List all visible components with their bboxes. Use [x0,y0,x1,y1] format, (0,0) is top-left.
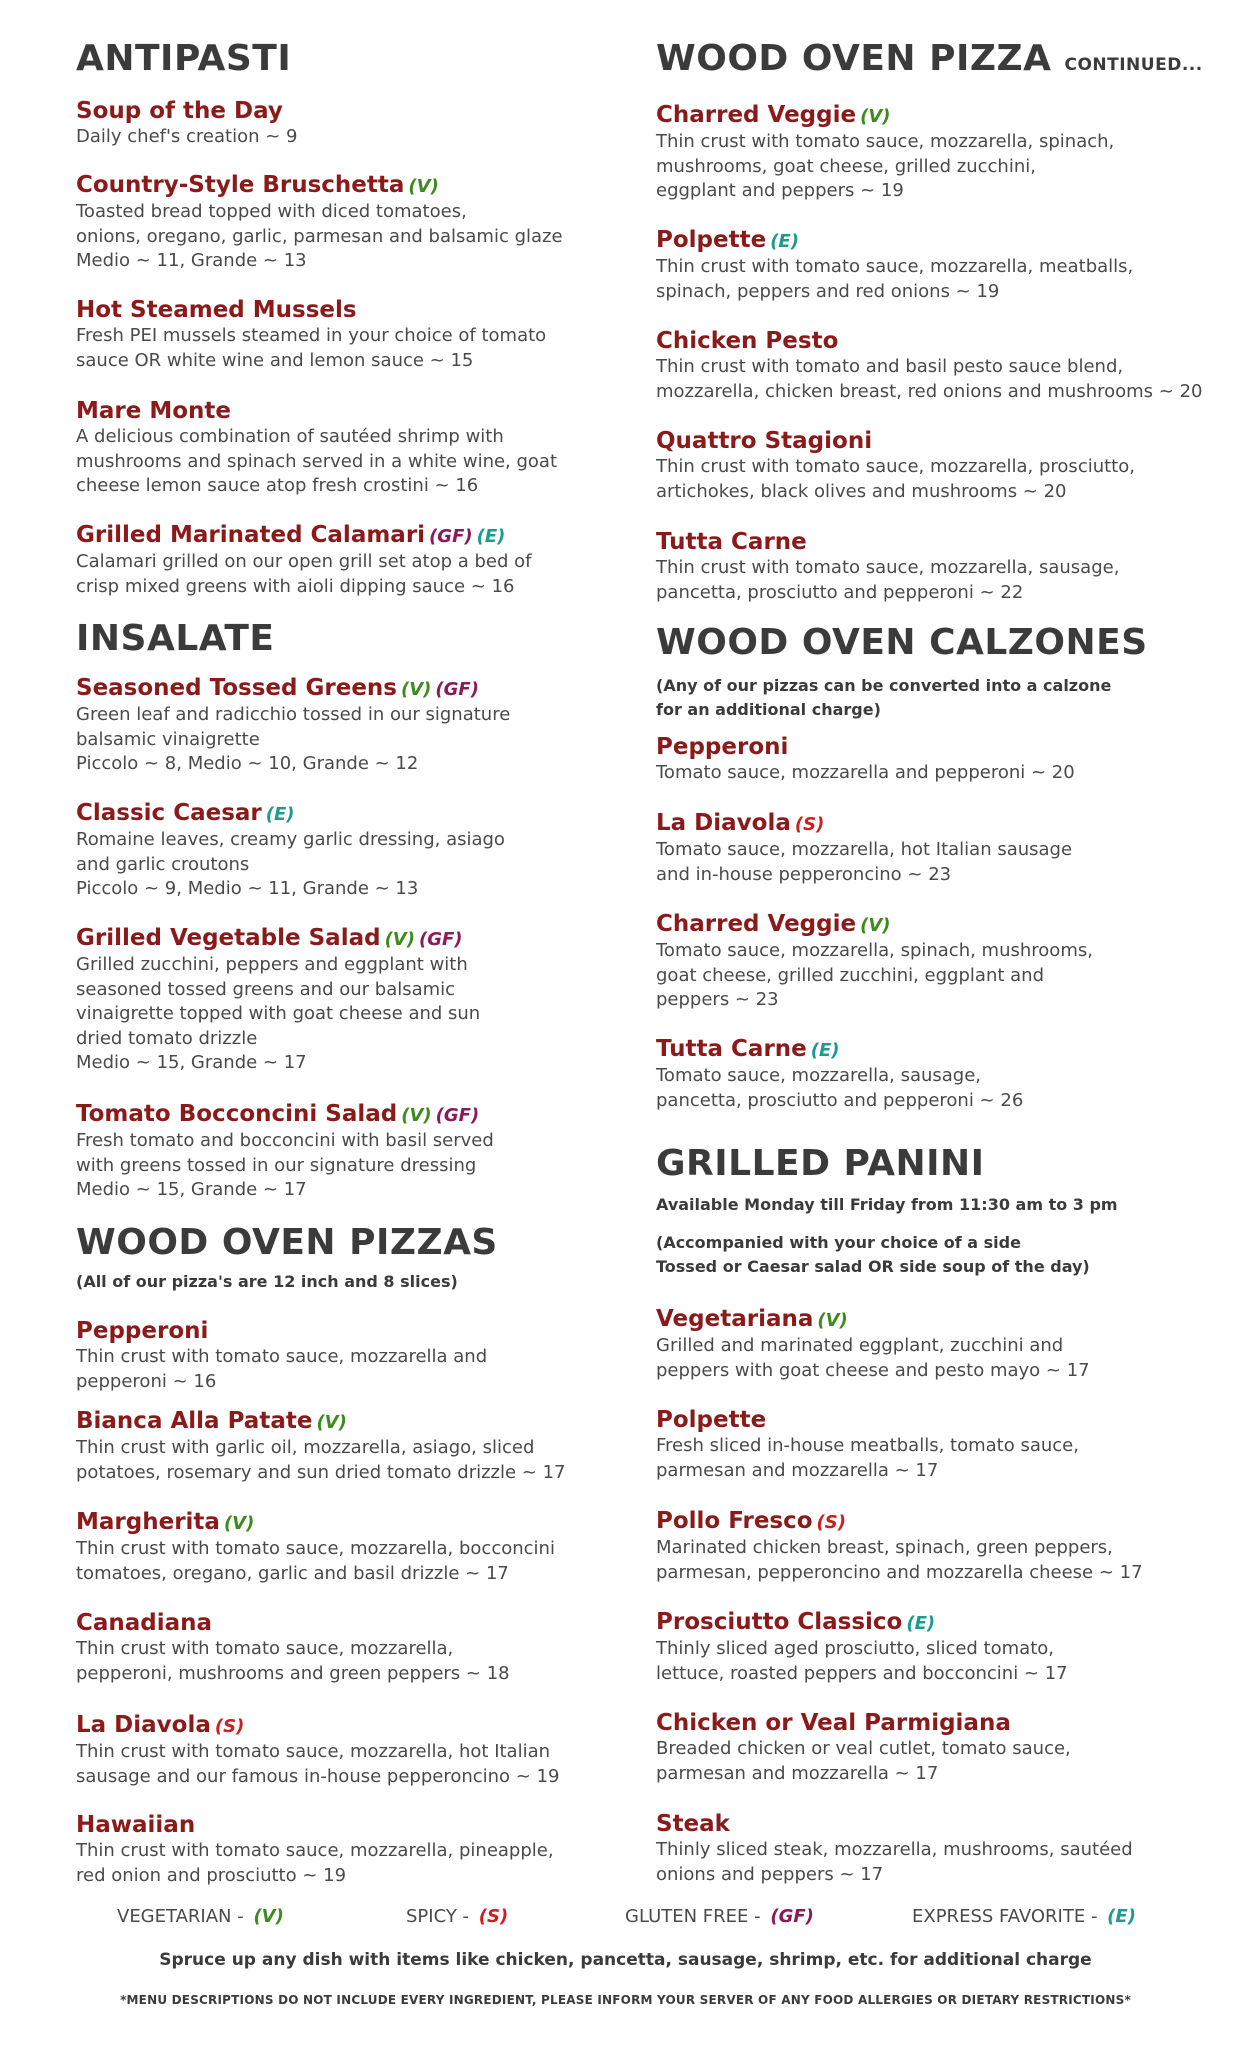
dietary-tag: (E) [770,231,799,252]
menu-item [656,1508,1251,1585]
section-title-pizza-continued [656,38,1203,79]
menu-item-name: Polpette [656,227,767,253]
menu-item [76,98,676,150]
menu-item [76,925,676,1076]
menu-item-name: Tutta Carne [656,529,807,555]
dietary-tag: (E) [810,1040,840,1061]
menu-item-name-row [76,1318,676,1345]
menu-item-name-row [656,227,1251,255]
menu-item-description: Tomato sauce, mozzarella and pepperoni ~ 20 [656,762,1075,783]
dietary-legend [0,1906,1251,1936]
menu-item-description: Grilled and marinated eggplant, zucchini and peppers with goat cheese and pesto mayo ~ 17 [656,1335,1090,1381]
calzones-note: (Any of our pizzas can be converted into a calzone for an additional charge) [656,676,1112,719]
continued-label: CONTINUED... [1064,55,1203,75]
menu-item-name: Country-Style Bruschetta [76,172,405,198]
menu-item-description: Calamari grilled on our open grill set atop a bed of crisp mixed greens with aioli dipping sauce ~ 16 [76,551,532,597]
menu-item-name: Seasoned Tossed Greens [76,675,397,701]
menu-item-name: Pollo Fresco [656,1508,813,1534]
menu-item-name: Charred Veggie [656,102,857,128]
menu-item-name: Steak [656,1811,730,1837]
menu-item [656,227,1251,304]
menu-item-name: Charred Veggie [656,911,857,937]
menu-item [656,328,1251,404]
menu-item-description: Toasted bread topped with diced tomatoes, onions, oregano, garlic, parmesan and balsamic glaze Medio ~ 11, Grande ~ 13 [76,201,563,271]
menu-item-name-row [656,810,1251,838]
menu-item-description: Thin crust with tomato sauce, mozzarella, pineapple, red onion and prosciutto ~ 19 [76,1840,554,1886]
dietary-tag: (GF) [435,1105,480,1126]
menu-item-name-row [656,102,1251,130]
pizza-continued-title-text: WOOD OVEN PIZZA [656,38,1052,79]
menu-item-name: La Diavola [656,810,791,836]
menu-item-description: Tomato sauce, mozzarella, sausage, pancetta, prosciutto and pepperoni ~ 26 [656,1065,1024,1111]
dietary-tag: (V) [860,915,891,936]
menu-item-name: Chicken or Veal Parmigiana [656,1710,1011,1736]
menu-item-name-row [76,522,676,550]
section-title-insalate: INSALATE [76,618,275,659]
menu-item-name-row [76,172,676,200]
menu-item [76,800,676,902]
menu-item-description: Thin crust with tomato sauce, mozzarella, meatballs, spinach, peppers and red onions ~ 19 [656,256,1134,302]
menu-item-description: Thin crust with tomato sauce, mozzarella and pepperoni ~ 16 [76,1346,488,1392]
menu-item-name: La Diavola [76,1712,211,1738]
menu-item [76,1712,676,1789]
menu-item-name-row [656,1407,1251,1434]
menu-item-description: Thin crust with tomato sauce, mozzarella, prosciutto, artichokes, black olives and mushrooms ~ 20 [656,456,1135,502]
legend-label: SPICY - [406,1906,475,1927]
menu-item-name: Margherita [76,1509,220,1535]
menu-item-name-row [76,800,676,828]
menu-item-name-row [76,925,676,953]
menu-item-name-row [656,529,1251,556]
menu-item-name-row [656,1508,1251,1536]
menu-item-name: Pepperoni [656,734,789,760]
menu-item-name: Vegetariana [656,1306,814,1332]
menu-item-description: Thin crust with garlic oil, mozzarella, asiago, sliced potatoes, rosemary and sun dried tomato drizzle ~ 17 [76,1437,566,1483]
menu-item-name-row [76,1812,676,1839]
footer-add-ons: Spruce up any dish with items like chicken, pancetta, sausage, shrimp, etc. for additional charge [159,1950,1092,1970]
menu-item [656,1710,1251,1786]
legend-item-gluten-free [625,1906,814,1927]
dietary-tag: (V) [401,1105,432,1126]
legend-tag: (E) [1107,1906,1136,1927]
dietary-tag: (S) [794,814,825,835]
menu-item-name-row [656,911,1251,939]
menu-item-name-row [656,328,1251,355]
menu-item [76,1318,676,1394]
menu-item-name-row [656,1609,1251,1637]
menu-item [76,1509,676,1586]
panini-note-side: (Accompanied with your choice of a side Tossed or Caesar salad OR side soup of the day) [656,1233,1090,1276]
menu-item [656,911,1251,1013]
legend-tag: (V) [253,1906,284,1927]
dietary-tag: (V) [817,1310,848,1331]
menu-item-name-row [656,428,1251,455]
menu-item [656,1306,1251,1383]
menu-item-name-row [76,398,676,425]
menu-item-name-row [656,1710,1251,1737]
menu-item-name: Quattro Stagioni [656,428,873,454]
section-title-pizzas: WOOD OVEN PIZZAS [76,1222,498,1263]
menu-item-description: Thin crust with tomato sauce, mozzarella, sausage, pancetta, prosciutto and pepperoni ~ 22 [656,557,1120,603]
menu-item-name-row [76,1712,676,1740]
menu-item-description: Fresh PEI mussels steamed in your choice of tomato sauce OR white wine and lemon sauce ~ 15 [76,325,547,371]
menu-item [76,675,676,777]
menu-item-name-row [76,1101,676,1129]
dietary-tag: (V) [408,176,439,197]
menu-item-name-row [76,98,676,125]
footer-allergy-notice: *MENU DESCRIPTIONS DO NOT INCLUDE EVERY INGREDIENT, PLEASE INFORM YOUR SERVER OF ANY FOOD ALLERGIES OR DIETARY RESTRICTIONS* [120,1993,1131,2007]
dietary-tag: (V) [401,679,432,700]
menu-item-name: Prosciutto Classico [656,1609,903,1635]
dietary-tag: (GF) [435,679,479,700]
menu-item-description: Romaine leaves, creamy garlic dressing, asiago and garlic croutons Piccolo ~ 9, Medio ~ 11, Grande ~ 13 [76,829,505,899]
menu-item-description: Breaded chicken or veal cutlet, tomato sauce, parmesan and mozzarella ~ 17 [656,1738,1071,1784]
dietary-tag: (V) [384,929,415,950]
menu-item-name: Grilled Vegetable Salad [76,925,381,951]
dietary-tag: (V) [860,106,891,127]
menu-item-name-row [656,1306,1251,1334]
menu-item-name: Grilled Marinated Calamari [76,522,426,548]
menu-item-name-row [656,1036,1251,1064]
legend-label: EXPRESS FAVORITE - [912,1906,1104,1927]
menu-item [656,1407,1251,1483]
menu-item-description: Daily chef's creation ~ 9 [76,126,298,147]
legend-item-spicy [406,1906,508,1927]
legend-label: GLUTEN FREE - [625,1906,767,1927]
dietary-tag: (V) [316,1412,347,1433]
menu-item-description: Thin crust with tomato sauce, mozzarella, bocconcini tomatoes, oregano, garlic and basil drizzle ~ 17 [76,1538,555,1584]
menu-item-description: Marinated chicken breast, spinach, green peppers, parmesan, pepperoncino and mozzarella cheese ~ 17 [656,1537,1143,1583]
menu-item-name: Canadiana [76,1610,213,1636]
menu-item [656,810,1251,887]
menu-item [656,1036,1251,1113]
menu-item-name: Hot Steamed Mussels [76,297,357,323]
menu-item-name-row [76,297,676,324]
legend-tag: (GF) [770,1906,814,1927]
menu-item-description: Tomato sauce, mozzarella, spinach, mushrooms, goat cheese, grilled zucchini, eggplant and peppers ~ 23 [656,940,1093,1010]
menu-item-name-row [76,1509,676,1537]
menu-item-name-row [76,675,676,703]
dietary-tag: (V) [223,1513,255,1534]
menu-item-name-row [656,1811,1251,1838]
menu-item [76,522,676,599]
menu-item [656,428,1251,504]
menu-item [76,1610,676,1686]
dietary-tag: (S) [214,1716,245,1737]
menu-item-name: Tomato Bocconcini Salad [76,1101,398,1127]
dietary-tag: (S) [816,1512,846,1533]
menu-item-name: Tutta Carne [656,1036,807,1062]
menu-item [76,1408,676,1485]
menu-item-name-row [656,734,1251,761]
menu-item-description: Tomato sauce, mozzarella, hot Italian sausage and in-house pepperoncino ~ 23 [656,839,1073,885]
menu-item [656,102,1251,204]
menu-item [656,1609,1251,1686]
dietary-tag: (GF) [418,929,463,950]
menu-item [656,1811,1251,1887]
panini-note-availability: Available Monday till Friday from 11:30 am to 3 pm [656,1195,1118,1214]
menu-item-name: Pepperoni [76,1318,209,1344]
menu-item [656,734,1251,786]
menu-item-name: Bianca Alla Patate [76,1408,313,1434]
menu-item [76,398,676,499]
menu-item-name: Chicken Pesto [656,328,839,354]
legend-item-express-favorite [912,1906,1136,1927]
menu-item-name: Hawaiian [76,1812,196,1838]
pizzas-note: (All of our pizza's are 12 inch and 8 slices) [76,1272,458,1291]
menu-item-description: Fresh sliced in-house meatballs, tomato sauce, parmesan and mozzarella ~ 17 [656,1435,1079,1481]
menu-item-description: A delicious combination of sautéed shrimp with mushrooms and spinach served in a white wine, goat cheese lemon sauce atop fresh crostini ~ 16 [76,426,558,496]
menu-item-name: Mare Monte [76,398,232,424]
menu-item-name: Classic Caesar [76,800,262,826]
menu-item-description: Fresh tomato and bocconcini with basil served with greens tossed in our signature dressing Medio ~ 15, Grande ~ 17 [76,1130,494,1200]
menu-item-description: Thinly sliced steak, mozzarella, mushrooms, sautéed onions and peppers ~ 17 [656,1839,1133,1885]
menu-item-description: Thinly sliced aged prosciutto, sliced tomato, lettuce, roasted peppers and bocconcini ~ 17 [656,1638,1068,1684]
section-title-calzones: WOOD OVEN CALZONES [656,622,1148,663]
dietary-tag: (E) [476,526,506,547]
menu-item-description: Thin crust with tomato sauce, mozzarella, spinach, mushrooms, goat cheese, grilled zucchini, eggplant and peppers ~ 19 [656,131,1115,201]
menu-item-description: Thin crust with tomato and basil pesto sauce blend, mozzarella, chicken breast, red onions and mushrooms ~ 20 [656,356,1203,402]
dietary-tag: (E) [265,804,295,825]
dietary-tag: (GF) [429,526,473,547]
legend-tag: (S) [478,1906,509,1927]
dietary-tag: (E) [906,1613,936,1634]
section-title-panini: GRILLED PANINI [656,1143,985,1184]
menu-item-description: Green leaf and radicchio tossed in our signature balsamic vinaigrette Piccolo ~ 8, Medio ~ 10, Grande ~ 12 [76,704,511,774]
menu-item-description: Thin crust with tomato sauce, mozzarella, pepperoni, mushrooms and green peppers ~ 18 [76,1638,510,1684]
menu-item-description: Thin crust with tomato sauce, mozzarella, hot Italian sausage and our famous in-house pepperoncino ~ 19 [76,1741,560,1787]
section-title-antipasti: ANTIPASTI [76,38,292,79]
menu-item-name-row [76,1408,676,1436]
legend-label: VEGETARIAN - [117,1906,250,1927]
menu-item [76,172,676,274]
menu-item [656,529,1251,605]
menu-item-name-row [76,1610,676,1637]
menu-item [76,1101,676,1203]
legend-item-vegetarian [117,1906,284,1927]
menu-item [76,1812,676,1888]
menu-item-name: Polpette [656,1407,767,1433]
menu-item-description: Grilled zucchini, peppers and eggplant with seasoned tossed greens and our balsamic vinaigrette topped with goat cheese and sun dried tomato drizzle Medio ~ 15, Grande ~ 17 [76,954,481,1073]
menu-item [76,297,676,373]
menu-item-name: Soup of the Day [76,98,283,124]
